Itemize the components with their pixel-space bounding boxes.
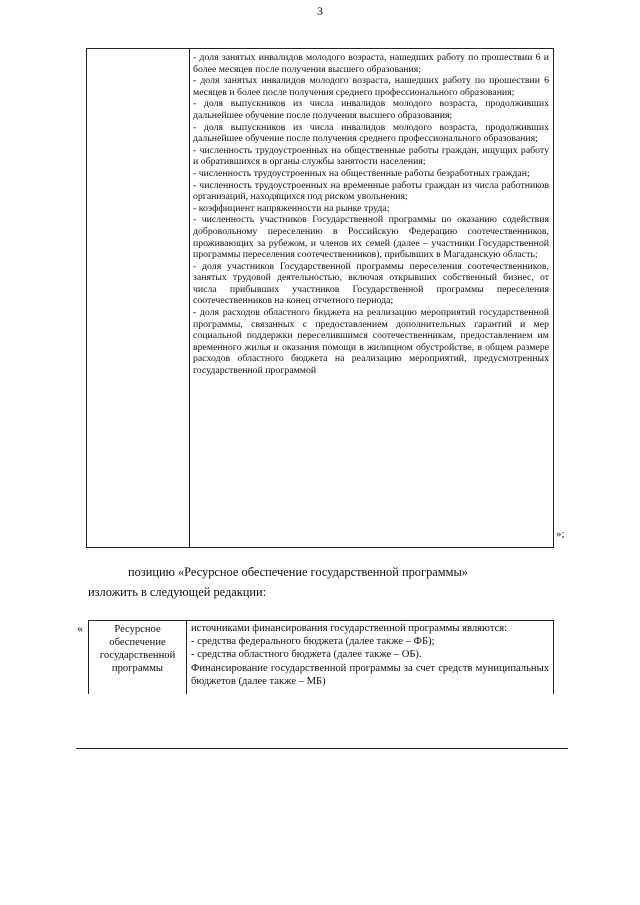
indicator-item: - численность трудоустроенных на общественные работы безработных граждан; <box>193 167 530 179</box>
resource-table-content <box>191 622 549 688</box>
horizontal-divider <box>76 748 568 749</box>
page-number: 3 <box>317 4 323 18</box>
indicator-item: - доля занятых инвалидов молодого возраста, нашедших работу по прошествии 6 и более месяцев после получения высшего образования; <box>193 52 549 75</box>
indicator-item: - доля выпускников из числа инвалидов молодого возраста, продолживших дальнейшее обучение после получения среднего профессионального образования; <box>193 121 549 145</box>
indicator-item: - доля участников Государственной программы переселения соотечественников, занятых трудовой деятельностью, включая открывших собственный бизнес, от числа прибывших участников Государственной программы переселения соотечественников на конец отчетного периода; <box>193 260 549 307</box>
indicator-item: - коэффициент напряженности на рынке труда; <box>193 202 390 214</box>
amendment-paragraph-continuation: изложить в следующей редакции: <box>88 585 267 599</box>
indicator-item: - численность трудоустроенных на временные работы граждан из числа работников организаций, находящихся под риском увольнения; <box>193 179 549 203</box>
resource-line: - средства федерального бюджета (далее также – ФБ); <box>191 636 435 648</box>
resource-line: Финансирование государственной программы за счет средств муниципальных бюджетов (далее также – МБ) <box>191 662 549 687</box>
resource-table <box>88 620 554 694</box>
indicator-item: - доля занятых инвалидов молодого возраста, нашедших работу по прошествии 6 месяцев и более после получения среднего профессионального образования; <box>193 75 549 98</box>
indicators-list <box>193 52 549 377</box>
indicator-item: - доля выпускников из числа инвалидов молодого возраста, продолживших дальнейшее обучение после получения высшего образования; <box>193 98 549 121</box>
indicator-item: - численность трудоустроенных на общественные работы граждан, ищущих работу и обратившихся в органы службы занятости населения; <box>193 144 549 168</box>
resource-line: источниками финансирования государственной программы являются: <box>191 623 508 634</box>
resource-table-label: Ресурсное обеспечение государственной программы <box>89 621 187 694</box>
amendment-paragraph: позицию «Ресурсное обеспечение государственной программы» <box>128 565 468 579</box>
indicator-item: - численность участников Государственной программы по оказанию содействия добровольному переселению в Российскую Федерацию соотечественников, проживающих за рубежом, и членов их семей (далее – участники Государственной программы переселения соотечественников), прибывших в Магаданскую область; <box>193 214 549 261</box>
indicators-table-left-cell <box>87 49 190 547</box>
indicators-table <box>86 48 554 548</box>
table-closing-quote: »; <box>556 528 565 540</box>
table-opening-quote: « <box>77 621 83 635</box>
indicator-item: - доля расходов областного бюджета на реализацию мероприятий государственной программы, связанных с предоставлением дополнительных гарантий и мер социальной поддержки переселившимся соотечественникам, предоставлением им временного жилья и оказания помощи в жилищном обустройстве, в общем размере расходов областного бюджета на реализацию мероприятий, предусмотренных государственной программой <box>193 307 549 377</box>
resource-line: - средства областного бюджета (далее также – ОБ). <box>191 649 422 661</box>
